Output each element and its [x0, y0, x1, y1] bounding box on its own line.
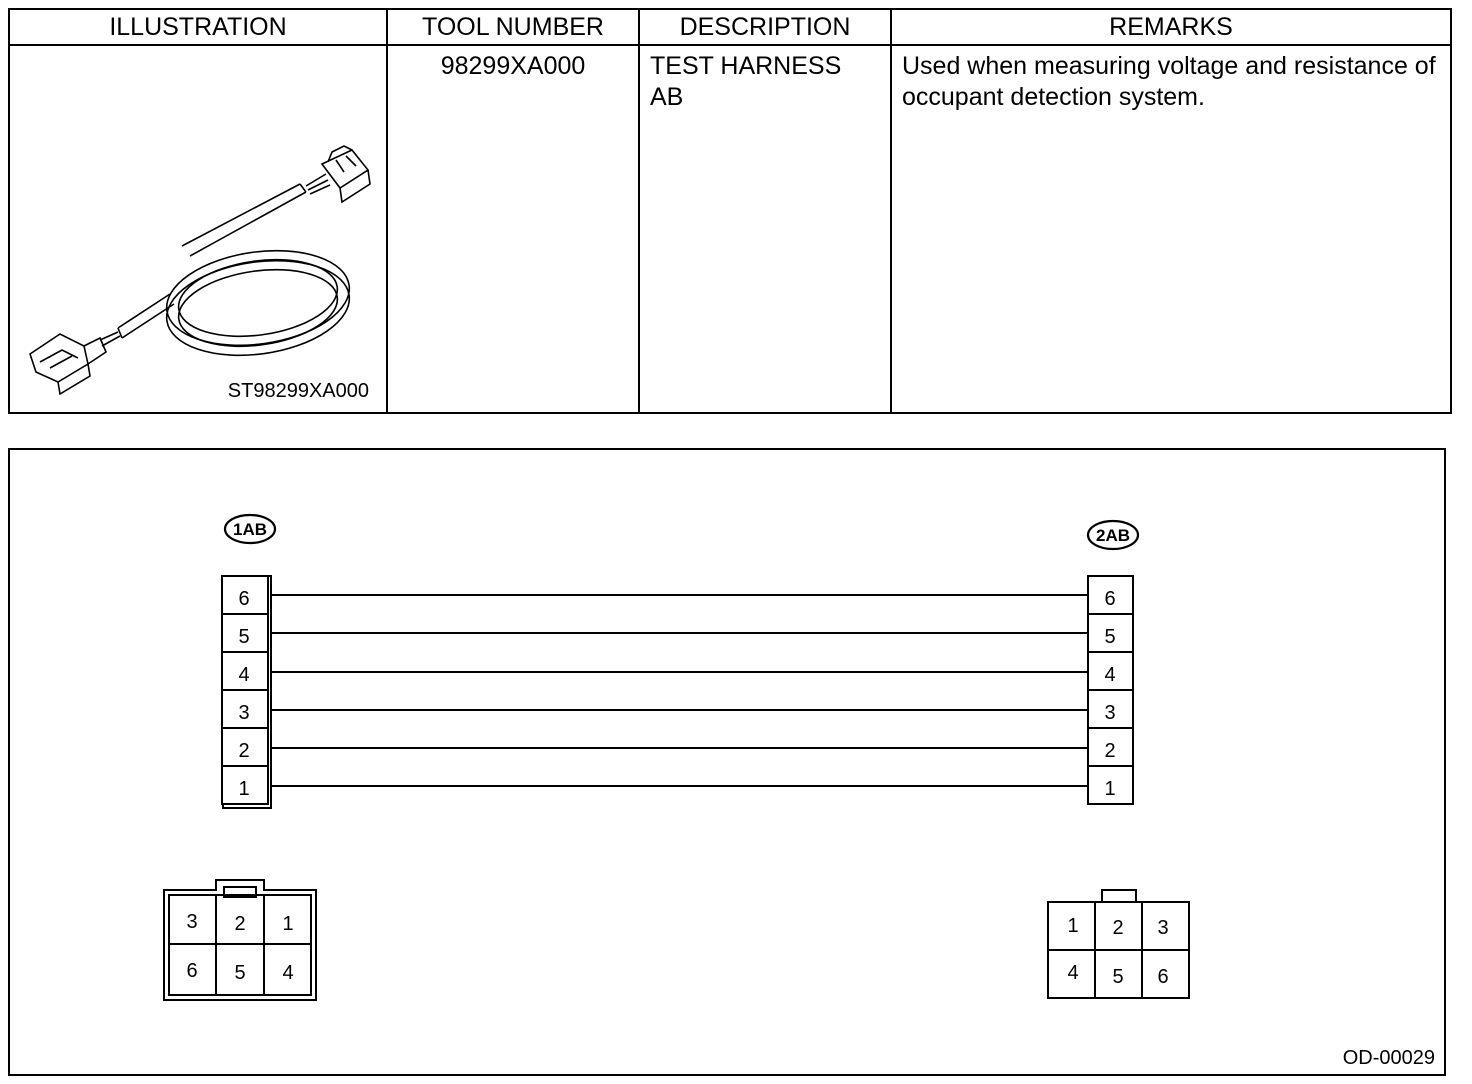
wiring-diagram-svg — [10, 450, 1444, 1074]
right-face-pin: 5 — [1112, 966, 1124, 988]
right-pin-label: 1 — [1104, 778, 1116, 800]
wiring-diagram — [8, 448, 1446, 1076]
right-pin-label: 3 — [1104, 702, 1116, 724]
left-pin-label: 2 — [238, 740, 250, 762]
right-pin-label: 5 — [1104, 626, 1116, 648]
right-pin-label: 6 — [1104, 588, 1116, 610]
tool-number: 98299XA000 — [440, 52, 586, 80]
left-face-pin: 4 — [282, 962, 294, 984]
header-tool-number: TOOL NUMBER — [387, 9, 639, 45]
connector-left-tag — [225, 515, 275, 543]
header-illustration: ILLUSTRATION — [9, 9, 387, 45]
header-remarks: REMARKS — [891, 9, 1451, 45]
remarks-cell — [891, 45, 1451, 413]
connector-left-tag-label: 1AB — [232, 520, 268, 539]
left-face-pin: 6 — [186, 960, 198, 982]
left-pin-label: 5 — [238, 626, 250, 648]
connector-right-tag — [1088, 521, 1138, 549]
right-face-pin: 3 — [1157, 917, 1169, 939]
illustration-code: ST98299XA000 — [227, 380, 369, 402]
left-pin-label: 4 — [238, 664, 250, 686]
illustration-cell — [9, 45, 387, 413]
harness-wires — [271, 595, 1088, 786]
left-face-pin: 1 — [282, 913, 294, 935]
right-face-pin: 6 — [1157, 966, 1169, 988]
table-header-row — [9, 9, 1451, 45]
special-tool-table — [8, 8, 1452, 414]
right-connector — [1088, 576, 1133, 804]
test-harness-illustration — [10, 46, 386, 414]
remarks-line-2: occupant detection system. — [902, 83, 1205, 111]
left-pin-label: 1 — [238, 778, 250, 800]
left-face-pin: 2 — [234, 913, 246, 935]
right-face-pin: 1 — [1067, 915, 1079, 937]
left-face-pin: 5 — [234, 962, 246, 984]
right-pin-label: 2 — [1104, 740, 1116, 762]
description-cell — [639, 45, 891, 413]
left-pin-label: 6 — [238, 588, 250, 610]
left-connector — [222, 576, 271, 808]
description-line-2: AB — [650, 83, 684, 111]
description-line-1: TEST HARNESS — [650, 52, 842, 80]
figure-code: OD-00029 — [1342, 1047, 1435, 1069]
left-pin-label: 3 — [238, 702, 250, 724]
left-face-pin: 3 — [186, 911, 198, 933]
table-row — [9, 45, 1451, 413]
header-description: DESCRIPTION — [639, 9, 891, 45]
right-face-pin: 2 — [1112, 917, 1124, 939]
right-face-pin: 4 — [1067, 962, 1079, 984]
tool-number-cell — [387, 45, 639, 413]
right-pin-label: 4 — [1104, 664, 1116, 686]
connector-right-tag-label: 2AB — [1095, 526, 1131, 545]
remarks-line-1: Used when measuring voltage and resistance of — [902, 52, 1436, 80]
